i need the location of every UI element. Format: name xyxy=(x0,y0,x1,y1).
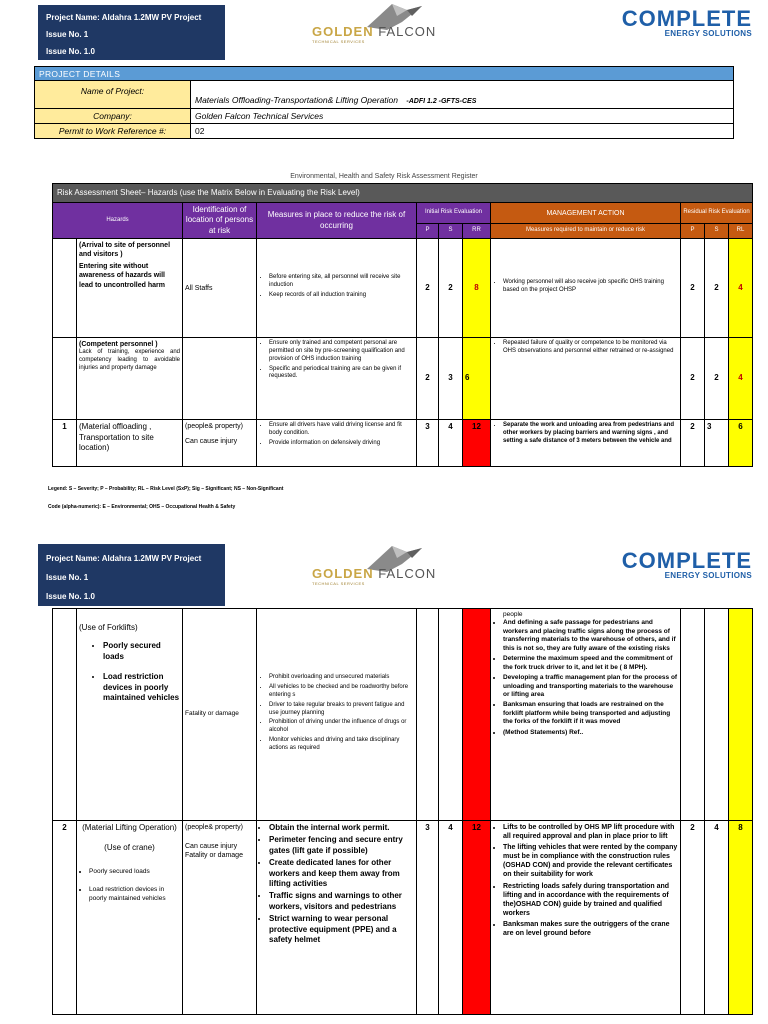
sub-s2: S xyxy=(705,224,729,239)
table-row xyxy=(53,239,753,338)
list-item: • Developing a traffic management plan for the process of unloading and transporting materials to the warehouse or lifting area xyxy=(503,674,678,699)
issue-no-version: Issue No. 1.0 xyxy=(46,592,95,601)
measures-cell xyxy=(257,609,417,821)
list-item: • Create dedicated lanes for other workers and keep them away from lifting activities xyxy=(269,858,414,889)
logo-word-falcon: FALCON xyxy=(378,566,437,581)
hazard-cell xyxy=(77,609,183,821)
hazard-cell xyxy=(77,239,183,338)
s-value: 4 xyxy=(439,821,463,1015)
measures-cell xyxy=(257,239,417,338)
rl-value: 6 xyxy=(729,420,753,467)
list-item: • Keep records of all induction training xyxy=(269,292,414,300)
list-item: • Working personnel will also receive job specific OHS training based on the project OHSP xyxy=(503,279,678,295)
complete-logo xyxy=(622,548,752,580)
measures-cell xyxy=(257,338,417,420)
complete-logo-sub: ENERGY SOLUTIONS xyxy=(664,571,752,580)
list-item: • Ensure only trained and competent personal are permitted on site by pre-screening qualification and provision of OHS induction training xyxy=(269,340,414,363)
s2-value: 4 xyxy=(705,821,729,1015)
table-row xyxy=(53,821,753,1015)
sub-measures-required: Measures required to maintain or reduce risk xyxy=(491,224,681,239)
rr-value: 12 xyxy=(463,420,491,467)
logo-subtitle: TECHNICAL SERVICES xyxy=(312,39,365,44)
list-item: • Before entering site, all personnel will receive site induction xyxy=(269,274,414,290)
management-cell xyxy=(491,239,681,338)
project-name: Project Name: Aldahra 1.2MW PV Project xyxy=(46,554,202,563)
hazard-title: (Material offloading , Transportation to site location) xyxy=(79,422,154,452)
measures-cell xyxy=(257,420,417,467)
risk-table-2 xyxy=(52,608,753,1015)
list-item: • And defining a safe passage for pedestrians and workers and placing traffic signs along the process of transferring materials to the warehouse of others, and if this is not so, they are fully aware of the existing risks xyxy=(503,619,678,653)
list-item: • Obtain the internal work permit. xyxy=(269,823,414,833)
list-item: • Ensure all drivers have valid driving license and fit body condition. xyxy=(269,422,414,438)
complete-logo-main: COMPLETE xyxy=(621,548,752,573)
register-title: Environmental, Health and Safety Risk Assessment Register xyxy=(290,173,478,180)
hazard-desc: Lack of training, experience and competency leading to avoidable injuries and property damage xyxy=(79,349,180,371)
p-value: 2 xyxy=(417,338,439,420)
col-hazards: Hazards xyxy=(53,203,183,239)
list-item: • Lifts to be controlled by OHS MP lift procedure with all required approval and plan in place prior to lift xyxy=(503,823,678,841)
hazard-sub: (Use of crane) xyxy=(104,843,155,853)
issue-no: Issue No. 1 xyxy=(46,573,89,582)
p2-value: 2 xyxy=(681,821,705,1015)
list-item: • Repeated failure of quality or competence to be monitored via OHS observations and personnel either retrained or re-assigned xyxy=(503,340,678,356)
issue-no: Issue No. 1 xyxy=(46,30,89,39)
logo-word-golden: GOLDEN xyxy=(312,566,374,581)
hazard-title: (Arrival to site of personnel and visitors ) xyxy=(79,242,171,259)
row-number: 1 xyxy=(53,420,77,467)
management-cell xyxy=(491,821,681,1015)
sub-p2: P xyxy=(681,224,705,239)
rl-value: 4 xyxy=(729,239,753,338)
list-item: • Separate the work and unloading area from pedestrians and other workers by placing barriers and warning signs , and setting a safe distance of 3 meters between the vehicle and xyxy=(503,422,678,445)
list-item: • Provide information on defensively driving xyxy=(269,440,414,448)
list-item: • Strict warning to wear personal protective equipment (PPE) and a safety helmet xyxy=(269,914,414,945)
list-item: • Specific and periodical training are can be given if requested. xyxy=(269,366,414,382)
logo-subtitle: TECHNICAL SERVICES xyxy=(312,581,365,586)
location-cell: All Staffs xyxy=(183,239,257,338)
p2-value: 2 xyxy=(681,338,705,420)
list-item: • Load restriction devices in poorly maintained vehicles xyxy=(103,672,180,703)
name-of-project-value xyxy=(191,81,734,109)
list-item: • Restricting loads safely during transportation and lifting and in accordance with the requirements of the)OSHAD CON) guide by trained and qualified workers xyxy=(503,882,678,918)
p2-value: 2 xyxy=(681,239,705,338)
project-name-text: Materials Offloading-Transportation& Lifting Operation xyxy=(195,95,398,105)
list-item: • Prohibit overloading and unsecured materials xyxy=(269,674,414,682)
list-item: • Prohibition of driving under the influence of drugs or alcohol xyxy=(269,719,414,735)
rr-value: 8 xyxy=(463,239,491,338)
location-line: Can cause injury xyxy=(185,438,238,446)
legend-line: Legend: S – Severity; P – Probability; RL – Risk Level (SxP); Sig – Significant; NS – Non-Significant xyxy=(48,486,284,492)
permit-label: Permit to Work Reference #: xyxy=(35,124,191,139)
list-item: • Banksman makes sure the outriggers of the crane are on level ground before xyxy=(503,920,678,938)
p-value: 2 xyxy=(417,239,439,338)
location-line: (people& property) xyxy=(185,423,243,431)
row-number: 2 xyxy=(53,821,77,1015)
issue-no-version: Issue No. 1.0 xyxy=(46,47,95,56)
company-label: Company: xyxy=(35,109,191,124)
location-cell xyxy=(183,420,257,467)
hazard-desc: Entering site without awareness of hazards will lead to uncontrolled harm xyxy=(79,263,165,289)
name-of-project-label: Name of Project: xyxy=(35,81,191,109)
hazard-cell xyxy=(77,338,183,420)
location-cell xyxy=(183,821,257,1015)
col-measures: Measures in place to reduce the risk of occurring xyxy=(257,203,417,239)
list-item: • (Method Statements) Ref.. xyxy=(503,729,678,737)
s-value: 2 xyxy=(439,239,463,338)
s-value: 4 xyxy=(439,420,463,467)
sub-rr: RR xyxy=(463,224,491,239)
sub-p: P xyxy=(417,224,439,239)
hazard-title: (Competent personnel ) xyxy=(79,341,158,349)
hazard-title: (Use of Forklifts) xyxy=(79,623,138,632)
management-cell xyxy=(491,420,681,467)
col-initial-risk: Initial Risk Evaluation xyxy=(417,203,491,224)
logo-word-golden: GOLDEN xyxy=(312,24,374,39)
rl-value: 8 xyxy=(729,821,753,1015)
hazard-cell xyxy=(77,821,183,1015)
col-identification: Identification of location of persons at risk xyxy=(183,203,257,239)
rr-value: 12 xyxy=(463,821,491,1015)
header-box xyxy=(38,5,225,60)
list-item: • All vehicles to be checked and be roadworthy before entering s xyxy=(269,684,414,700)
complete-logo-main: COMPLETE xyxy=(621,6,752,31)
measures-cell xyxy=(257,821,417,1015)
hazard-title: (Material Lifting Operation) xyxy=(82,823,177,832)
p2-value: 2 xyxy=(681,420,705,467)
sub-s: S xyxy=(439,224,463,239)
company-value: Golden Falcon Technical Services xyxy=(191,109,734,124)
list-item: • Determine the maximum speed and the commitment of the fork truck driver to it, and let it be ( 8 MPH). xyxy=(503,655,678,672)
col-management-action: MANAGEMENT ACTION xyxy=(491,203,681,224)
list-item: • Poorly secured loads xyxy=(103,641,180,662)
list-item: • Poorly secured loads xyxy=(89,868,180,876)
management-cell xyxy=(491,338,681,420)
header-box xyxy=(38,544,225,606)
location-line: (people& property) xyxy=(185,824,243,831)
logo-word-falcon: FALCON xyxy=(378,24,437,39)
project-name: Project Name: Aldahra 1.2MW PV Project xyxy=(46,13,202,22)
list-item: • Traffic signs and warnings to other workers, visitors and pedestrians xyxy=(269,891,414,912)
list-item: • Banksman ensuring that loads are restrained on the forklift platform while being transported and adjusting the forks of the forklift if it was moved xyxy=(503,701,678,726)
complete-logo-sub: ENERGY SOLUTIONS xyxy=(664,29,752,38)
sub-rl: RL xyxy=(729,224,753,239)
col-residual-risk: Residual Risk Evaluation xyxy=(681,203,753,224)
s2-value: 2 xyxy=(705,338,729,420)
management-cell xyxy=(491,609,681,821)
rr-value: 6 xyxy=(463,338,491,420)
project-ref: -ADFI 1.2 -GFTS-CES xyxy=(406,98,477,105)
s2-value: 3 xyxy=(705,420,729,467)
project-details-heading: PROJECT DETAILS xyxy=(35,67,734,81)
list-item: • The lifting vehicles that were rented by the company must be in compliance with the construction rules (OSHAD CON) and provide the relevant certificates on their suitability for work xyxy=(503,843,678,879)
rl-value: 4 xyxy=(729,338,753,420)
mgmt-lead: people xyxy=(503,611,523,618)
list-item: • Perimeter fencing and secure entry gates (lift gate if possible) xyxy=(269,835,414,856)
risk-table-1 xyxy=(52,183,753,467)
location-line: Can cause injury Fatality or damage xyxy=(185,843,243,860)
table-row xyxy=(53,338,753,420)
list-item: • Load restriction devices in poorly maintained vehicles xyxy=(89,886,180,903)
s2-value: 2 xyxy=(705,239,729,338)
p-value: 3 xyxy=(417,821,439,1015)
location-cell: Fatality or damage xyxy=(183,609,257,821)
golden-falcon-logo xyxy=(312,2,502,50)
permit-value: 02 xyxy=(191,124,734,139)
complete-logo xyxy=(622,6,752,38)
p-value: 3 xyxy=(417,420,439,467)
list-item: • Driver to take regular breaks to prevent fatigue and use journey planning xyxy=(269,702,414,718)
s-value: 3 xyxy=(439,338,463,420)
code-line: Code (alpha-numeric): E – Environmental; OHS – Occupational Health & Safety xyxy=(48,504,236,510)
hazard-cell xyxy=(77,420,183,467)
list-item: • Monitor vehicles and driving and take disciplinary actions as required xyxy=(269,737,414,753)
table-row xyxy=(53,420,753,467)
table-row xyxy=(53,609,753,821)
risk-sheet-title: Risk Assessment Sheet– Hazards (use the Matrix Below in Evaluating the Risk Level) xyxy=(53,184,753,203)
golden-falcon-logo xyxy=(312,544,502,592)
project-details-table xyxy=(34,66,734,139)
